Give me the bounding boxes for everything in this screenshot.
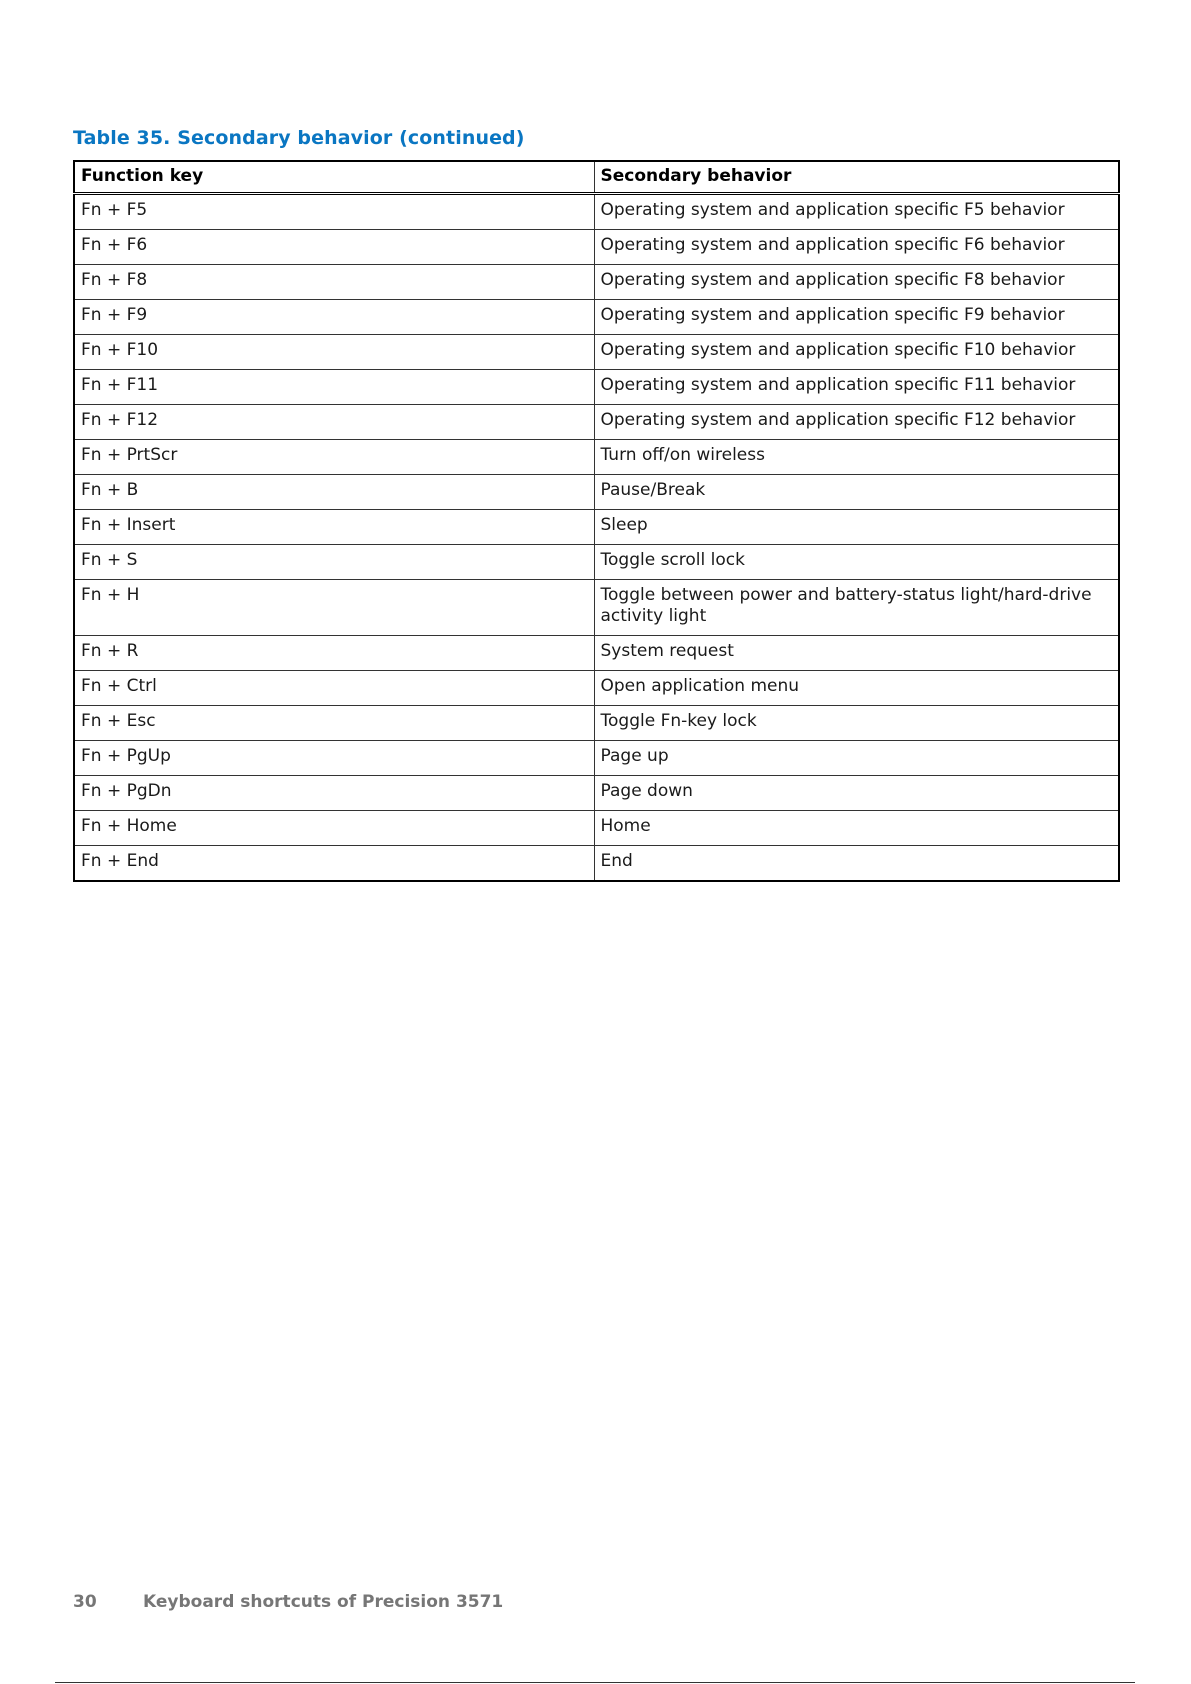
secondary-behavior-cell: Pause/Break [594, 475, 1119, 510]
function-key-cell: Fn + R [74, 636, 594, 671]
table-row [74, 846, 1119, 882]
table-row [74, 230, 1119, 265]
secondary-behavior-cell: Sleep [594, 510, 1119, 545]
secondary-behavior-table-container [73, 160, 1118, 882]
secondary-behavior-cell: Toggle Fn-key lock [594, 706, 1119, 741]
function-key-cell: Fn + F10 [74, 335, 594, 370]
function-key-cell: Fn + Home [74, 811, 594, 846]
secondary-behavior-cell: Operating system and application specific F12 behavior [594, 405, 1119, 440]
footer-divider [55, 1682, 1135, 1683]
secondary-behavior-table [73, 160, 1120, 882]
secondary-behavior-cell: Page up [594, 741, 1119, 776]
secondary-behavior-cell: Operating system and application specific F9 behavior [594, 300, 1119, 335]
secondary-behavior-cell: Open application menu [594, 671, 1119, 706]
function-key-cell: Fn + F9 [74, 300, 594, 335]
table-row [74, 265, 1119, 300]
column-header-secondary-behavior: Secondary behavior [594, 161, 1119, 194]
secondary-behavior-cell: Toggle scroll lock [594, 545, 1119, 580]
table-row [74, 706, 1119, 741]
function-key-cell: Fn + F12 [74, 405, 594, 440]
secondary-behavior-cell: Operating system and application specific F6 behavior [594, 230, 1119, 265]
secondary-behavior-cell: Toggle between power and battery-status light/hard-drive activity light [594, 580, 1119, 636]
function-key-cell: Fn + End [74, 846, 594, 882]
function-key-cell: Fn + PrtScr [74, 440, 594, 475]
secondary-behavior-cell: End [594, 846, 1119, 882]
function-key-cell: Fn + F5 [74, 194, 594, 230]
function-key-cell: Fn + Insert [74, 510, 594, 545]
function-key-cell: Fn + Ctrl [74, 671, 594, 706]
secondary-behavior-cell: Page down [594, 776, 1119, 811]
table-row [74, 671, 1119, 706]
table-row [74, 370, 1119, 405]
table-header-row [74, 161, 1119, 194]
table-row [74, 811, 1119, 846]
table-row [74, 545, 1119, 580]
secondary-behavior-cell: Turn off/on wireless [594, 440, 1119, 475]
table-row [74, 741, 1119, 776]
table-row [74, 636, 1119, 671]
table-row [74, 475, 1119, 510]
function-key-cell: Fn + F6 [74, 230, 594, 265]
secondary-behavior-cell: Operating system and application specific F11 behavior [594, 370, 1119, 405]
function-key-cell: Fn + F8 [74, 265, 594, 300]
page-footer [73, 1592, 503, 1612]
page-number: 30 [73, 1592, 97, 1612]
table-row [74, 405, 1119, 440]
footer-section-title: Keyboard shortcuts of Precision 3571 [143, 1592, 504, 1612]
secondary-behavior-cell: System request [594, 636, 1119, 671]
table-row [74, 194, 1119, 230]
secondary-behavior-cell: Operating system and application specific F8 behavior [594, 265, 1119, 300]
function-key-cell: Fn + Esc [74, 706, 594, 741]
function-key-cell: Fn + F11 [74, 370, 594, 405]
table-row [74, 776, 1119, 811]
table-row [74, 580, 1119, 636]
secondary-behavior-cell: Operating system and application specific F5 behavior [594, 194, 1119, 230]
function-key-cell: Fn + B [74, 475, 594, 510]
function-key-cell: Fn + S [74, 545, 594, 580]
secondary-behavior-cell: Operating system and application specific F10 behavior [594, 335, 1119, 370]
column-header-function-key: Function key [74, 161, 594, 194]
table-row [74, 335, 1119, 370]
secondary-behavior-cell: Home [594, 811, 1119, 846]
table-row [74, 440, 1119, 475]
table-row [74, 300, 1119, 335]
table-row [74, 510, 1119, 545]
function-key-cell: Fn + PgDn [74, 776, 594, 811]
table-caption: Table 35. Secondary behavior (continued) [73, 127, 525, 149]
table-body [74, 194, 1119, 882]
function-key-cell: Fn + H [74, 580, 594, 636]
function-key-cell: Fn + PgUp [74, 741, 594, 776]
